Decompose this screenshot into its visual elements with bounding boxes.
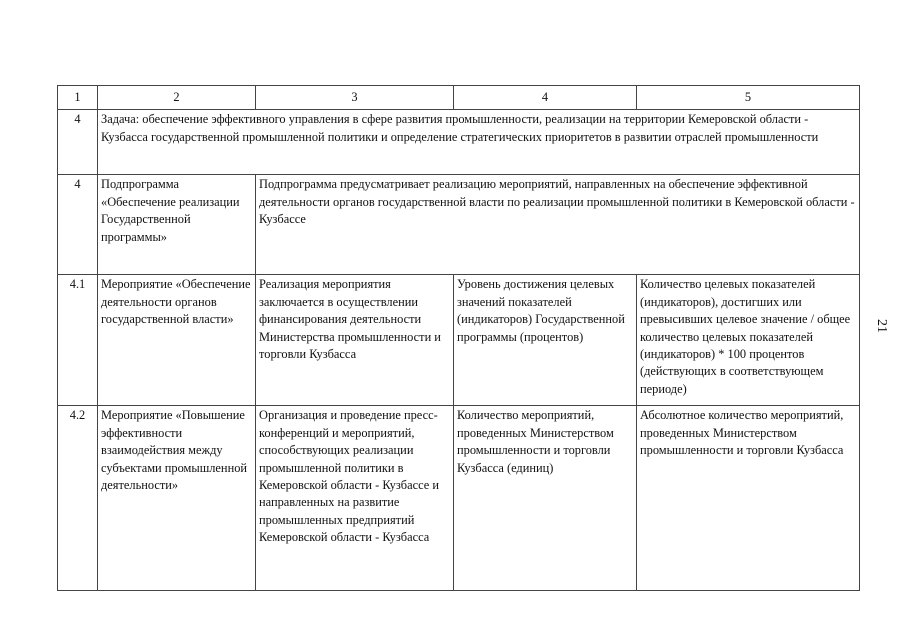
subprogram-row: [58, 175, 860, 275]
row-method: Количество целевых показателей (индикаторов), достигших или превысивших целевое значение / общее количество целевых показателей (индикаторов) * 100 процентов (действующих в соответствующем периоде): [637, 275, 860, 406]
row-indicator: Количество мероприятий, проведенных Министерством промышленности и торговли Кузбасса (единиц): [454, 406, 637, 591]
row-method: Абсолютное количество мероприятий, проведенных Министерством промышленности и торговли Кузбасса: [637, 406, 860, 591]
header-cell-3: 3: [256, 86, 454, 110]
row-number: 4.1: [58, 275, 98, 406]
subprogram-number: 4: [58, 175, 98, 275]
row-description: Реализация мероприятия заключается в осуществлении финансирования деятельности Министерства промышленности и торговли Кузбасса: [256, 275, 454, 406]
subprogram-description: Подпрограмма предусматривает реализацию мероприятий, направленных на обеспечение эффективной деятельности органов государственной власти по реализации промышленной политики в Кемеровской области - Кузбассе: [256, 175, 860, 275]
task-text: Задача: обеспечение эффективного управления в сфере развития промышленности, реализации на территории Кемеровской области - Кузбасса государственной промышленной политики и определение стратегических приоритетов в развитии отраслей промышленности: [98, 110, 860, 175]
program-table: [57, 85, 860, 591]
header-cell-2: 2: [98, 86, 256, 110]
subprogram-name: Подпрограмма «Обеспечение реализации Государственной программы»: [98, 175, 256, 275]
table-row: [58, 275, 860, 406]
table-row: [58, 406, 860, 591]
header-cell-1: 1: [58, 86, 98, 110]
task-row: [58, 110, 860, 175]
row-indicator: Уровень достижения целевых значений показателей (индикаторов) Государственной программы (процентов): [454, 275, 637, 406]
table-header-row: [58, 86, 860, 110]
row-name: Мероприятие «Обеспечение деятельности органов государственной власти»: [98, 275, 256, 406]
header-cell-5: 5: [637, 86, 860, 110]
header-cell-4: 4: [454, 86, 637, 110]
row-name: Мероприятие «Повышение эффективности взаимодействия между субъектами промышленной деятельности»: [98, 406, 256, 591]
row-number: 4.2: [58, 406, 98, 591]
task-number: 4: [58, 110, 98, 175]
row-description: Организация и проведение пресс-конференций и мероприятий, способствующих реализации промышленной политики в Кемеровской области - Кузбассе и направленных на развитие промышленных предприятий Кемеровской области - Кузбасса: [256, 406, 454, 591]
page-number: 21: [874, 319, 889, 333]
